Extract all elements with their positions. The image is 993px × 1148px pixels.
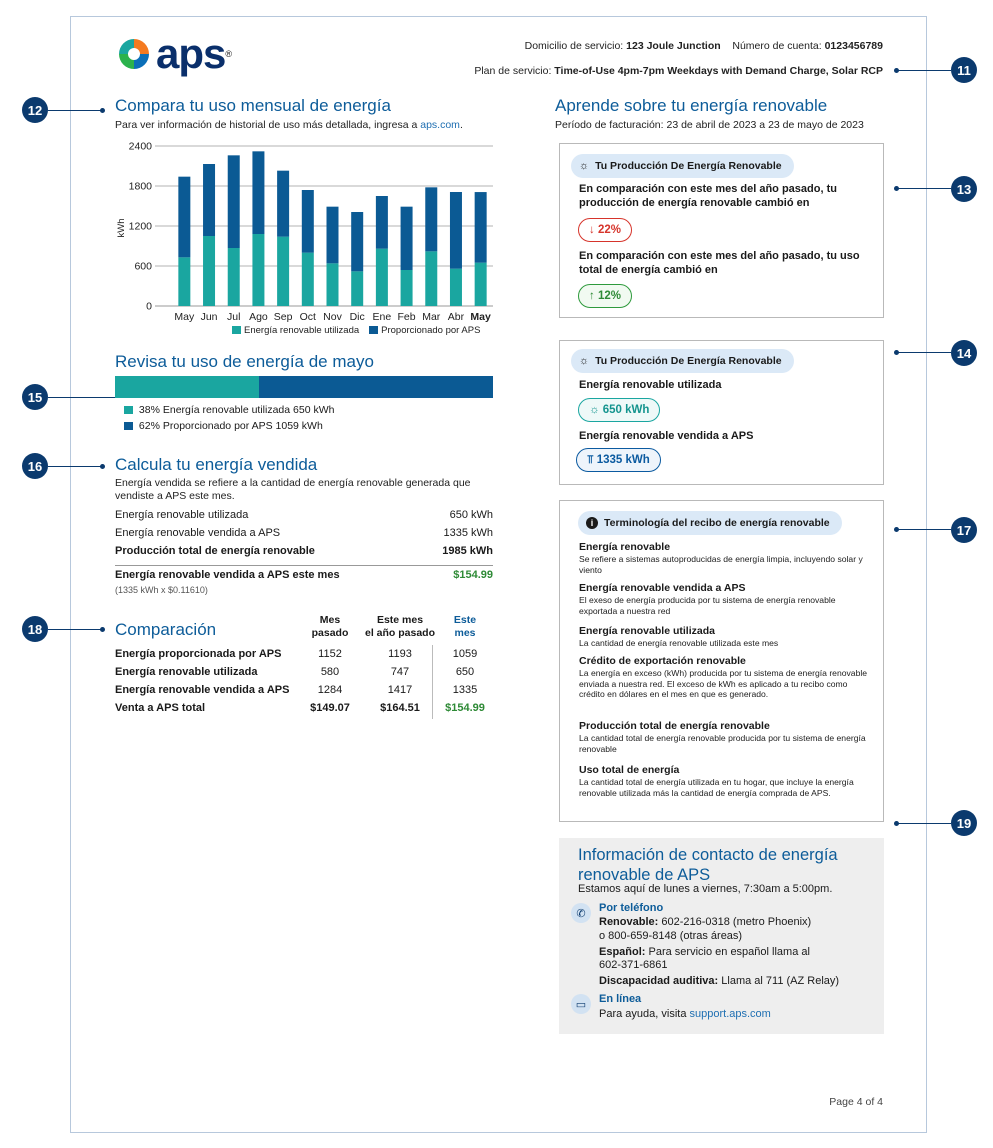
comparison-cell: 1152 (318, 648, 342, 660)
chart-ytick-label: 0 (146, 300, 152, 313)
page-number: Page 4 of 4 (829, 1096, 883, 1108)
monthly-usage-subtitle: Para ver información de historial de uso más detallada, ingresa a aps.com. (115, 119, 463, 131)
callout-12: 12 (22, 97, 48, 123)
chart-xtick-label: Ene (372, 311, 392, 323)
sold-row: Energía renovable vendida a APS 1335 kWh (115, 527, 493, 539)
chart-bar-renewable (425, 251, 437, 306)
chart-bar-renewable (228, 248, 240, 306)
callout-15: 15 (22, 384, 48, 410)
term-title: Uso total de energía (579, 764, 680, 776)
terminology-pill: i Terminología del recibo de energía renovable (578, 511, 842, 535)
sun-icon: ☼ (579, 355, 590, 367)
contact-title: Información de contacto de energía renovable de APS (578, 846, 838, 884)
phone-icon: ✆ (571, 903, 591, 923)
comparison-cell: 650 (455, 666, 475, 678)
chart-bar-renewable (376, 249, 388, 306)
chart-bar-aps (203, 164, 215, 236)
renewable-used-badge: ☼ 650 kWh (578, 398, 660, 422)
callout-14: 14 (951, 340, 977, 366)
legend-aps: Proporcionado por APS (369, 325, 480, 336)
term-title: Energía renovable vendida a APS (579, 582, 746, 594)
callout-11: 11 (951, 57, 977, 83)
energy-sold-title: Calcula tu energía vendida (115, 455, 318, 474)
comparison-cell: 1193 (388, 648, 412, 660)
chart-bar-aps (327, 207, 339, 264)
chart-xtick-label: Jun (200, 311, 218, 323)
chart-bar-renewable (277, 237, 289, 306)
chart-bar-renewable (351, 271, 363, 306)
chart-xtick-label: Oct (299, 311, 316, 323)
chart-ytick-label: 600 (134, 260, 152, 273)
usage-bar-aps (259, 376, 493, 398)
chart-bar-aps (401, 207, 413, 270)
chart-xtick-label: Jul (227, 311, 241, 323)
production-pill: ☼ Tu Producción De Energía Renovable (571, 154, 794, 178)
chart-bar-aps (425, 187, 437, 251)
chart-legend (232, 325, 480, 336)
callout-18: 18 (22, 616, 48, 642)
arrow-up-icon: ↑ (589, 290, 595, 302)
production-change-badge: ↓ 22% (578, 218, 632, 242)
sold-row: Energía renovable utilizada 650 kWh (115, 509, 493, 521)
comparison-cell: 1059 (452, 648, 478, 660)
service-plan: Plan de servicio: Time-of-Use 4pm-7pm Weekdays with Demand Charge, Solar RCP (474, 65, 883, 77)
chart-bar-aps (450, 192, 462, 269)
chart-bar-aps (475, 192, 487, 263)
sold-row-total-production: Producción total de energía renovable 1985 kWh (115, 545, 493, 557)
callout-16: 16 (22, 453, 48, 479)
renewable-phone[interactable]: Renovable: 602-216-0318 (metro Phoenix) (599, 916, 812, 928)
energy-sold-desc-2: vendiste a APS este mes. (115, 490, 235, 502)
usage-bar-renewable (115, 376, 259, 398)
comparison-row-label: Energía renovable utilizada (115, 666, 258, 678)
billing-period: Período de facturación: 23 de abril de 2023 a 23 de mayo de 2023 (555, 119, 864, 131)
chart-bar-aps (376, 196, 388, 249)
chart-bar-aps (252, 151, 264, 234)
term-title: Energía renovable utilizada (579, 625, 715, 637)
chart-xtick-label: May (470, 311, 491, 323)
sun-icon: ☼ (579, 160, 590, 172)
arrow-down-icon: ↓ (589, 224, 595, 236)
may-usage-title: Revisa tu uso de energía de mayo (115, 352, 374, 371)
aps-sun-logo-icon (116, 36, 152, 72)
hearing-line: Discapacidad auditiva: Llama al 711 (AZ Relay) (599, 975, 840, 987)
chart-ytick-label: 1800 (128, 180, 152, 193)
usage-change-text: En comparación con este mes del año pasado, tu uso total de energía cambió en (579, 250, 860, 276)
sold-formula: (1335 kWh x $0.11610) (115, 585, 208, 595)
comparison-cell: 580 (320, 666, 340, 678)
chart-bar-aps (302, 190, 314, 253)
comparison-cell: 1417 (387, 684, 413, 696)
callout-19: 19 (951, 810, 977, 836)
chart-xtick-label: Nov (323, 311, 342, 323)
chart-bar-renewable (178, 257, 190, 306)
chart-xtick-label: Feb (397, 311, 416, 323)
alt-phone[interactable]: o 800-659-8148 (otras áreas) (599, 930, 743, 942)
term-desc: El exeso de energía producida por tu sistema de energía renovable exportada a nuestra red (579, 595, 836, 616)
term-title: Crédito de exportación renovable (579, 655, 746, 667)
usage-legend-aps: 62% Proporcionado por APS 1059 kWh (124, 420, 323, 432)
laptop-icon: ▭ (571, 994, 591, 1014)
chart-bar-renewable (302, 253, 314, 306)
usage-legend-renewable: 38% Energía renovable utilizada 650 kWh (124, 404, 334, 416)
chart-ytick-label: 2400 (128, 140, 152, 153)
chart-bar-aps (277, 171, 289, 237)
sun-icon: ☼ (589, 404, 600, 416)
comparison-row-label: Venta a APS total (115, 702, 206, 714)
phone-heading: Por teléfono (599, 902, 664, 914)
term-desc: La cantidad total de energía renovable producida por tu sistema de energía renovable (579, 733, 866, 754)
renewable-sold-label: Energía renovable vendida a APS (579, 430, 754, 442)
brand-wordmark: aps (156, 30, 226, 77)
comparison-cell: $164.51 (380, 702, 420, 714)
comparison-title: Comparación (115, 620, 217, 639)
online-heading: En línea (599, 993, 642, 1005)
term-title: Producción total de energía renovable (579, 720, 770, 732)
aps-logo: aps ® (116, 36, 232, 72)
support-link[interactable]: support.aps.com (689, 1008, 771, 1020)
chart-bar-renewable (401, 270, 413, 306)
callout-17: 17 (951, 517, 977, 543)
comparison-cell: $154.99 (445, 702, 485, 714)
info-icon: i (586, 517, 598, 529)
chart-xtick-label: May (174, 311, 195, 323)
chart-bar-renewable (327, 263, 339, 306)
monthly-usage-title: Compara tu uso mensual de energía (115, 96, 391, 115)
comparison-cell: 747 (390, 666, 410, 678)
comparison-cell: 1335 (452, 684, 478, 696)
production-pill-2: ☼ Tu Producción De Energía Renovable (571, 349, 794, 373)
term-desc: La cantidad de energía renovable utilizada este mes (579, 638, 779, 648)
aps-com-link[interactable]: aps.com (420, 119, 460, 131)
renewable-title: Aprende sobre tu energía renovable (555, 96, 828, 115)
chart-bar-aps (178, 177, 190, 258)
chart-bar-renewable (475, 263, 487, 306)
account-info: Domicilio de servicio: 123 Joule Junction Número de cuenta: 0123456789 (524, 40, 883, 52)
monthly-usage-chart (100, 138, 500, 323)
chart-xtick-label: Sep (273, 311, 293, 323)
comparison-row-label: Energía renovable vendida a APS (115, 684, 290, 696)
legend-renewable: Energía renovable utilizada (232, 325, 359, 336)
chart-bar-renewable (252, 234, 264, 306)
chart-xtick-label: Abr (447, 311, 465, 323)
contact-hours: Estamos aquí de lunes a viernes, 7:30am a 5:00pm. (578, 883, 833, 895)
chart-xtick-label: Dic (349, 311, 365, 323)
power-pole-icon: ⫪ (587, 453, 594, 466)
chart-xtick-label: Ago (249, 311, 268, 323)
sold-this-month: Energía renovable vendida a APS este mes $154.99 (115, 569, 493, 581)
term-desc: La cantidad total de energía utilizada en tu hogar, que incluye la energía renovable utilizada más la cantidad de energía comprada de APS. (579, 777, 854, 798)
chart-ytick-label: 1200 (128, 220, 152, 233)
chart-bar-renewable (450, 269, 462, 306)
chart-ylabel: kWh (116, 218, 127, 238)
comparison-cell: $149.07 (310, 702, 350, 714)
chart-bar-aps (351, 212, 363, 271)
online-text: Para ayuda, visita support.aps.com (599, 1008, 771, 1020)
col-last-month: Mes pasado (311, 614, 349, 639)
energy-sold-desc: Energía vendida se refiere a la cantidad de energía renovable generada que (115, 477, 471, 489)
spanish-phone-text: Español: Para servicio en español llama al (599, 946, 810, 958)
col-last-year: Este mes el año pasado (364, 614, 436, 639)
may-usage-bar (115, 376, 493, 398)
term-desc: Se refiere a sistemas autoproducidas de energía limpia, incluyendo solar y viento (579, 554, 863, 575)
chart-bar-renewable (203, 236, 215, 306)
chart-xtick-label: Mar (422, 311, 441, 323)
renewable-used-label: Energía renovable utilizada (579, 379, 722, 391)
comparison-cell: 1284 (317, 684, 343, 696)
comparison-row-label: Energía proporcionada por APS (115, 648, 282, 660)
col-this-month: Este mes (453, 614, 477, 639)
usage-change-badge: ↑ 12% (578, 284, 632, 308)
spanish-phone[interactable]: 602-371-6861 (599, 959, 668, 971)
term-title: Energía renovable (579, 541, 671, 553)
renewable-sold-badge: ⫪ 1335 kWh (576, 448, 661, 472)
term-desc: La energía en exceso (kWh) producida por tu sistema de energía renovable enviada a nuestra red. El exceso de kWh es aplicado a tu recibo como crédito en dólares en el mes en que es generado. (579, 668, 868, 699)
chart-bar-aps (228, 155, 240, 248)
production-change-text: En comparación con este mes del año pasado, tu producción de energía renovable cambió en (579, 183, 837, 209)
callout-13: 13 (951, 176, 977, 202)
